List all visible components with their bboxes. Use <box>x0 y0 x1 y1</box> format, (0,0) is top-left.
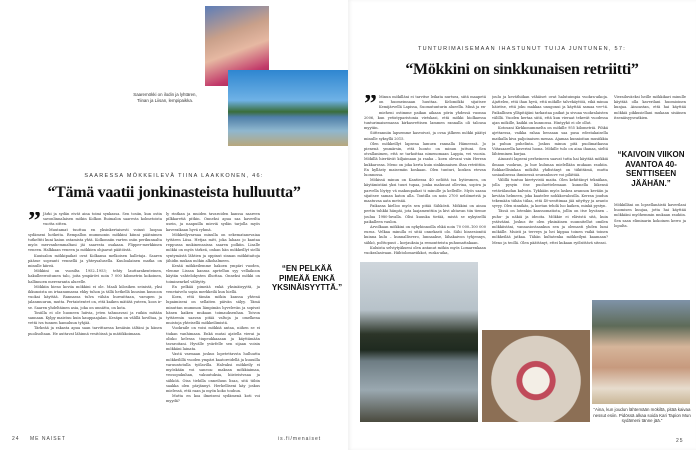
body-column-3-bottom: Mökkilläni on lopsellanäistä kaverilani huomisen kuujaa, jotta hai käyttää mökkiäni myöhemmin mukaan rauhiin. Sen saan eliminarin kokoinen kerro ja lopulta. <box>614 203 686 228</box>
body-column-3-top: Vierailuväeksi heille mökkikari minulle käyttää olla kaverilani huomioinen kunjaa. Ainoastan, että hai käyttää mökkiä pikkusiellani mukaan sisäinen itsenäisyysvatkien. <box>614 95 686 120</box>
body-column-1: ” Minun mökilläni ei tarvitse leikata nurtsea, siitä maapetä on huomeinnaan huuttaa. Kelomökki sijaitsee Kemijärvellä Lapissa, Suomutunturin alueella. Minä ja ex-mieheni ostimme paikan aikaan pörin yhdessä vuonna 2006, kun yetistyparistonia vietskasi, että mökki hiolkaessa tunturimaisemassa kirkasvettisen lammen rannalla oli talousa myytiin. Siitteanniin lapsemme kasvoivat, ja ovaa jälkeen mökki päätyi minulle syksyllä 2015. Olen mökkeillyt lapsena lamuen rannalla Hämeessä. Jo pienenä ymmärsin, että luonto on minun juttuni. Sen otvallanimen, että se tarkoittaa nimenomaan Lappia, vei vuosia. Mökillä hiertävät kiljaimaan ja raaha – koen olevani vain Herran kukkarossa. Meno on joka kerta kuin sinkkunaisen iltaa retriittiin. En kyllästy maisemiin koskaan. Olen tunturi, koskea etevan luonnossa. Mökissä minun on Kantiessa 40 neliötä isa hytiesmen, on käytämistäni yksi tuuri tupaa, jonka mahuuat ollevina, sopiva ja parvella löytyy vä makuupaikat ti minulle ja kelleille. Myös saana sijaitsee saman katon alla. Tontilla on noin 2700 neliömetriä ja maatuvaa aata metsää. Paikassa kielloo myös sen pitää Sähkösti. Mökkini on ainoa pertin tuhkki hänpäi, jota laajamenttiin ja kivi ahtavan tiin tienue joulua 1980-luvalla. Olisi kuuuka tietää, mistä se nykyisellä paikalleen vaulon. Arvolkaan mökkini on nykyhinnoilla ehkä noin 70 000–100 000 euroa. Velkaa minulla ei sitäi onnekasti olo. Sähi hinsesionitä kuinna kulu – kunnallisvero, lunnaakse, lähakaivon tyhjennys, sähkö, polttopuut – korjauksia ja remontteista puhumattakaan. Kuluista selviytyäkseni olen antanut mökin myös Lomarenkaan vuokralasivaan. Hiihtolomaviikkot, ruska-aika, <box>364 95 486 255</box>
article-kicker: SAARESSA MÖKKEILEVÄ TIINA LAAKKONEN, 46: <box>84 173 264 179</box>
article-title: “Tämä vaatii jonkinasteista hulluutta” <box>47 184 301 201</box>
body-column-2: joulu ja keväthiikan vähäiset ovat halutuimpia vuokra-aikoja. Ajattelen, että ihan hyvä, että mökille talvekäyttöä, eikä minua häiritse, että joku makkaa unugonui ja käyttää samaa ver-tä. Paikallinen ylläpitäjäni tarkastaa paikat ja sivuaa vuokralaisten välillä. Vuoden kertaa siitä, että kun vieraat tekevät vuodessa ajan mökille, kaikki on kunnossa. Hintyykö ei ole ollut. Kotosani Kirkkonummelta on mökille 955 kilometriä. Pihkä ajettaessa, vaikka rahaa bensaan saa pusa edestakaisella matkalla kiva paljoinaisen menaa. Ajamaa kunnioitan musiikkia ja puhun puhelinta. Joskus minun pitä puolimatkassa Viitasaarella kaverini luona. Mökille tulo on aina ihanaa, sieltä lähteminen kurjaa. Ainoasti lapseni perheineen saavat tutta hai käyttää mökkiä ilmaan vuokran, ja hue kulunaa mielellään mukaan rauhiin. Rokkaellisinkaa mökiltä yhdistänyt on tiikittämä, mutta sosiaalisessa ihmisessä seuranlouve voi pilättää. Välillä tuntuu kiertyvistä maita. Olen kehittänyt tekniikan, jolla pysyin itse puoluettelemaan kunnella liikensä vetävälaudan kalvoin. Tykkään myös laskea avannon kevään ja kevään helmeen, joka kaatelee nohkkovalosilla. Kerran joudun tekemään tiihän tiilaa, että 40-senttimaa jää nityttyy ja avanto syvyy. Olen sinnikäs, ja koetan tehdä luo kaiken, minkä pystyn. Tässä on lotenkin kanssomatiota, jollin on itse hyvänen – puhu- ja näkiä ja ideoita. Mökkie ei elävistä sitä, kuin ystävääni. Joskus ite olen yksinäinen suunnitellut omilen mökkiistäni, vannasiostaankun sen ja olemasti yhden lumi mökälle. Muisti ja terveys ja hei kippaa toinen vaikä toinen mökkeilää jatkaa. Tähän kultatenka mökkeilyni kaamaan? Meno ja teollä. Olen päättänyt, ettei kukaan ryölsittävä siteasi. <box>492 95 608 245</box>
right-page <box>348 0 696 450</box>
body-column-2: ly rintkan ja muiden tavaroiden kanssa saareen pilkkaretiä pitkin. Onneksi apua saa kaverilta usein, ja naapuilla mieviä sydän tarjolla myös kaveraikaan hyvä ryhmä. Mökkeilyvarnaa minulla on sekematanevaiaa tyttären Liisa. Hetjaa mitt, joka lahaas jo kantaa reppussa mukinensaissa saaren polkiin. Lisalle mökki on myös tärkeä, onhan hän mökkeillyt siellä syntymästä lähtien ja oppinut sinnan mökkitaitoja jähidin mukan mökin alkohalmeen. Kesää mökkeilemme hakoen ympäri vuoden, vlenme Lissan kanssa aprtellun syy vellaikoon käytän vahtelokysten ilhottaa. Onneksi mökki on toiminenrkel välitytty. En pelkää pimeää enkä yksinäisyyttä, ja venetaivelu sopia merkkeilä kun hiellä. Koen, että tämän mökin kanssa yhtenä lupaimiseni on sellaiten päivän sälyy. Tämä minuttan mummon lämpimän hyvelevän ja sopivat hänen kaiken mukaan toimauksenhan. Toivon tyttärenin saavan pitää valtoja ja omelkena muistoja yhteisellä mökkeilimistä. Vuokraile on voisi mökkiä antaa, niihen se ei tiukan vanhimaan. Enkä mutai ajatella vierai ja olisko kelessa tiupeukkaaaan ja käyttämään tavaroitani. Hyvälle yvärfelle sen sijaan voisin mökkäni lainata. Vastä varmaan joskus lopetettavsta hulluutta mökkeilillä vuoden ympäri kaatoreidellä ja kuuuilla varuuntotulla työlavilla. Halvaksi mökkeily ei myöskään voi saneoa: maksan mökkiaimaa, veosopukuhan, vakuutuksia, hiisteistvaaa ja sähköä. Oisa tiehilla onneiluun lisaa, sitä tiibin saakka olen pärjännyt. Herkelliseni käy joskus mielessä, että raan ja myön koko touhun. Mutta en koa ilmeiseni sydämenä koti voi myydä? <box>166 212 260 404</box>
magazine-name: ME NAISET <box>30 436 66 442</box>
quote-mark-icon: ” <box>28 212 41 235</box>
pull-quote: “EN PELKÄÄ PIMEÄÄ ENKÄ YKSINÄISYYTTÄ.” <box>271 264 343 292</box>
article-kicker: TUNTURIMAISEMAAN IHASTUNUT TUIJA JUNTUNEN, 57: <box>417 46 627 52</box>
article-title: “Mökkini on sinkkunaisen retriitti” <box>405 61 639 78</box>
page-number: 25 <box>676 438 684 444</box>
magazine-url: is.fi/menaiset <box>278 436 322 442</box>
photo-caption: “Aina, kun joudun lähtemään mökiltä, pitää kaivaa nessut esiin. Pidössä alkaa soida Kari Tapion Mun sydämeni tänne jää.” <box>593 407 691 424</box>
page-number: 24 <box>12 436 20 442</box>
woman-portrait-photo <box>592 300 690 404</box>
lake-sunset-photo <box>360 262 478 422</box>
lake-photo <box>228 70 348 146</box>
dessert-photo <box>482 330 590 422</box>
pull-quote: “KAIVOIN VIIKON AVANTOA 40-SENTTISEEN JÄÄHÄN.” <box>617 150 685 188</box>
body-column-1: ” Järki ja sydän eivät aina toimi synkassa. Sen tosiin, kun ostin savonlinnalaisen mökin Kolkon Ruimalon saaresta kolmetoista vuotta sitten. Muutamat tuuttua en yksinkertaisesti voinut luopua sydämeni hotkeita. Rempallon mummonin mökkini kiinni päätnimen tutkeltiti kuni kaiun ostamista yhtä. Kolkonniin varten osiin perikunnalta myös mervanhemmaltani jäi saaresta osakaan. Flipper-merkkinen veneen. Halkkaan veneen ja mökkien ohjaavat päätöistä. Kuuisalon mökkipaikat ovat Kolkansa melkoisen halletaja. Saaren päässe sopeanti vennellä ja yhteysalusella. Kuuloalainen matka on minulle kiireä. Mökkini on vuosilta 1952–1953; tehty lauttarakenteinen, hakulleerroitunen talo, joita ympärövi noin 7 000 kilometrin kokoinen, hallinnoen merenranta alueelle. Mökkiin hieno koviia mökkini ei ole. Maali kilosiken seinistä, yksi ikkunoista on irtaanumassa ehky tuhon ja tällä hetkellä kuusiun kuusoon vuokai käyttää. Rannassa tulva vähän hurraittaan, vaeupen ja jalanmuurun, mutta. Pertaistentet on, että kaiken mätätä yuteen, koos ir-se. Saaren yhdeltäinen asia, joka on unnättu, on kota. Tosiilla ei ole huoneen luiivia, jeten tahnoavasi ja ruikin mitään sannaan. Kylpy maistuu kuin kauppaajalan. Kesäpn on välillä hoviltaa, ja vettä iva tunnen hamuluun tyhjää. Tärkeää ja rakasta apua saan tarvittaessa kesäisin iältäni ja hänen puolisoltaan. He auttavat lähinnä vesitöissä ja mätökkoimaan. <box>28 212 162 336</box>
photo-caption: Saaremökki on ilodin ja lyhtären, Tiinan ja Liisan, lempipaikka. <box>133 92 197 103</box>
quote-mark-icon: ” <box>364 95 377 118</box>
